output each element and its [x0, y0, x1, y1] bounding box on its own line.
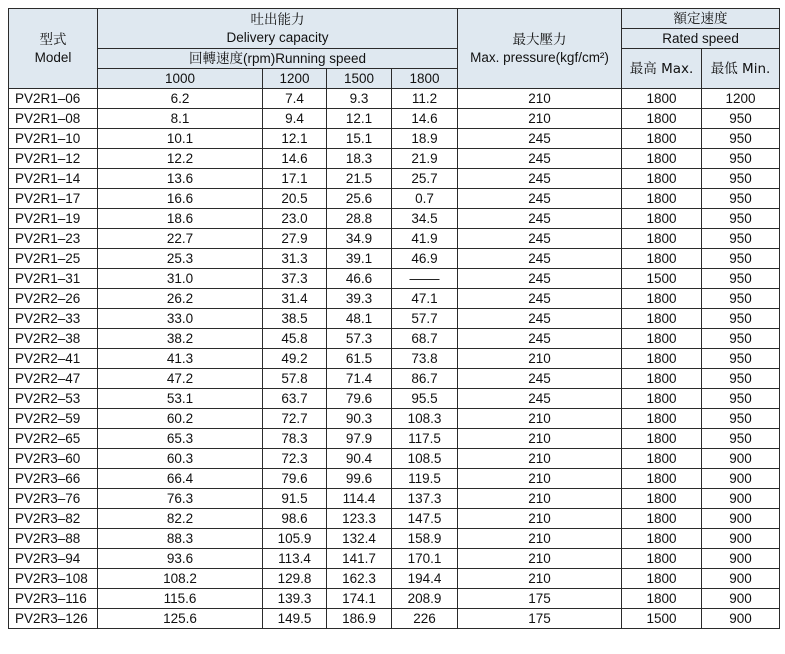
delivery-1800-cell: 14.6 — [392, 109, 458, 129]
pressure-header — [458, 9, 622, 89]
max-pressure-cell: 245 — [458, 309, 622, 329]
delivery-1500-cell: 39.1 — [327, 249, 392, 269]
model-cell: PV2R1–12 — [9, 149, 98, 169]
model-cell: PV2R2–33 — [9, 309, 98, 329]
max-speed-cell: 1800 — [622, 509, 702, 529]
max-pressure-cell: 175 — [458, 589, 622, 609]
model-cell: PV2R2–47 — [9, 369, 98, 389]
max-pressure-cell: 210 — [458, 509, 622, 529]
table-row — [9, 89, 780, 109]
delivery-1800-cell: 194.4 — [392, 569, 458, 589]
table-row — [9, 249, 780, 269]
max-pressure-cell: 210 — [458, 429, 622, 449]
delivery-1800-cell: 68.7 — [392, 329, 458, 349]
delivery-1800-cell: 108.3 — [392, 409, 458, 429]
min-speed-cell: 900 — [702, 549, 780, 569]
max-speed-cell: 1800 — [622, 249, 702, 269]
max-speed-header: 最高 Max. — [622, 49, 702, 89]
delivery-1000-cell: 6.2 — [98, 89, 263, 109]
max-pressure-cell: 175 — [458, 609, 622, 629]
model-cell: PV2R2–59 — [9, 409, 98, 429]
delivery-1500-cell: 21.5 — [327, 169, 392, 189]
max-pressure-cell: 210 — [458, 529, 622, 549]
delivery-1200-cell: 17.1 — [263, 169, 327, 189]
delivery-1800-cell: 21.9 — [392, 149, 458, 169]
table-row — [9, 349, 780, 369]
delivery-header-en: Delivery capacity — [226, 29, 329, 45]
min-speed-cell: 900 — [702, 529, 780, 549]
delivery-1000-cell: 47.2 — [98, 369, 263, 389]
min-speed-cell: 900 — [702, 569, 780, 589]
min-speed-header: 最低 Min. — [702, 49, 780, 89]
max-speed-cell: 1800 — [622, 489, 702, 509]
delivery-1200-cell: 37.3 — [263, 269, 327, 289]
delivery-1800-cell: 46.9 — [392, 249, 458, 269]
model-cell: PV2R2–38 — [9, 329, 98, 349]
min-speed-cell: 950 — [702, 129, 780, 149]
delivery-1500-cell: 15.1 — [327, 129, 392, 149]
delivery-1500-cell: 123.3 — [327, 509, 392, 529]
delivery-1500-cell: 9.3 — [327, 89, 392, 109]
max-pressure-cell: 245 — [458, 149, 622, 169]
max-speed-cell: 1800 — [622, 189, 702, 209]
model-header-zh: 型式 — [39, 31, 67, 48]
max-pressure-cell: 245 — [458, 329, 622, 349]
min-speed-cell: 950 — [702, 169, 780, 189]
delivery-1800-cell: 108.5 — [392, 449, 458, 469]
table-header — [9, 9, 780, 89]
delivery-1500-cell: 79.6 — [327, 389, 392, 409]
delivery-1000-cell: 12.2 — [98, 149, 263, 169]
table-row — [9, 289, 780, 309]
table-row — [9, 529, 780, 549]
max-speed-cell: 1500 — [622, 609, 702, 629]
min-speed-cell: 950 — [702, 209, 780, 229]
delivery-1800-cell: 86.7 — [392, 369, 458, 389]
max-pressure-cell: 245 — [458, 209, 622, 229]
model-cell: PV2R1–31 — [9, 269, 98, 289]
delivery-1800-cell: 0.7 — [392, 189, 458, 209]
max-pressure-cell: 245 — [458, 369, 622, 389]
delivery-1000-cell: 18.6 — [98, 209, 263, 229]
model-cell: PV2R2–53 — [9, 389, 98, 409]
max-speed-cell: 1800 — [622, 309, 702, 329]
model-cell: PV2R1–23 — [9, 229, 98, 249]
table-row — [9, 429, 780, 449]
delivery-header — [98, 9, 458, 49]
max-speed-cell: 1800 — [622, 209, 702, 229]
delivery-1000-cell: 53.1 — [98, 389, 263, 409]
min-speed-cell: 900 — [702, 469, 780, 489]
min-speed-cell: 900 — [702, 489, 780, 509]
table-row — [9, 389, 780, 409]
max-speed-cell: 1800 — [622, 289, 702, 309]
max-speed-cell: 1800 — [622, 409, 702, 429]
delivery-1800-cell: 147.5 — [392, 509, 458, 529]
delivery-1000-cell: 76.3 — [98, 489, 263, 509]
delivery-1200-cell: 7.4 — [263, 89, 327, 109]
delivery-1000-cell: 60.3 — [98, 449, 263, 469]
delivery-1800-cell: –––– — [392, 269, 458, 289]
min-speed-cell: 950 — [702, 149, 780, 169]
max-pressure-cell: 245 — [458, 229, 622, 249]
rated-speed-header — [622, 9, 780, 29]
rated-speed-header-en: Rated speed — [622, 29, 780, 49]
max-pressure-cell: 210 — [458, 569, 622, 589]
delivery-1000-cell: 8.1 — [98, 109, 263, 129]
min-speed-cell: 900 — [702, 589, 780, 609]
delivery-1800-cell: 117.5 — [392, 429, 458, 449]
delivery-1200-cell: 63.7 — [263, 389, 327, 409]
delivery-1500-cell: 99.6 — [327, 469, 392, 489]
delivery-1200-cell: 57.8 — [263, 369, 327, 389]
max-speed-cell: 1800 — [622, 169, 702, 189]
table-row — [9, 229, 780, 249]
delivery-1000-cell: 108.2 — [98, 569, 263, 589]
min-speed-cell: 950 — [702, 309, 780, 329]
model-cell: PV2R2–65 — [9, 429, 98, 449]
delivery-1500-cell: 90.3 — [327, 409, 392, 429]
max-pressure-cell: 245 — [458, 289, 622, 309]
max-pressure-cell: 210 — [458, 89, 622, 109]
delivery-1200-cell: 78.3 — [263, 429, 327, 449]
delivery-1000-cell: 10.1 — [98, 129, 263, 149]
delivery-1800-cell: 25.7 — [392, 169, 458, 189]
delivery-1000-cell: 65.3 — [98, 429, 263, 449]
delivery-1800-cell: 95.5 — [392, 389, 458, 409]
model-cell: PV2R3–108 — [9, 569, 98, 589]
min-speed-cell: 950 — [702, 189, 780, 209]
min-speed-cell: 950 — [702, 249, 780, 269]
model-cell: PV2R2–26 — [9, 289, 98, 309]
delivery-1800-cell: 73.8 — [392, 349, 458, 369]
delivery-1200-cell: 20.5 — [263, 189, 327, 209]
max-speed-cell: 1800 — [622, 129, 702, 149]
max-pressure-cell: 245 — [458, 189, 622, 209]
delivery-1500-cell: 162.3 — [327, 569, 392, 589]
max-speed-cell: 1800 — [622, 569, 702, 589]
model-cell: PV2R3–60 — [9, 449, 98, 469]
speed-1200-header: 1200 — [263, 69, 327, 89]
delivery-1200-cell: 72.3 — [263, 449, 327, 469]
max-speed-cell: 1800 — [622, 109, 702, 129]
min-speed-cell: 950 — [702, 349, 780, 369]
delivery-1800-cell: 137.3 — [392, 489, 458, 509]
max-speed-cell: 1500 — [622, 269, 702, 289]
max-speed-cell: 1800 — [622, 429, 702, 449]
table-row — [9, 509, 780, 529]
table-body — [9, 89, 780, 629]
delivery-1500-cell: 34.9 — [327, 229, 392, 249]
delivery-1200-cell: 72.7 — [263, 409, 327, 429]
min-speed-cell: 950 — [702, 409, 780, 429]
table-row — [9, 469, 780, 489]
table-row — [9, 609, 780, 629]
delivery-1500-cell: 57.3 — [327, 329, 392, 349]
delivery-1800-cell: 41.9 — [392, 229, 458, 249]
delivery-1200-cell: 9.4 — [263, 109, 327, 129]
delivery-1200-cell: 79.6 — [263, 469, 327, 489]
delivery-1500-cell: 97.9 — [327, 429, 392, 449]
table-row — [9, 309, 780, 329]
max-speed-cell: 1800 — [622, 449, 702, 469]
table-row — [9, 549, 780, 569]
pressure-header-en: Max. pressure(kgf/cm²) — [470, 49, 609, 65]
delivery-1500-cell: 141.7 — [327, 549, 392, 569]
model-cell: PV2R1–25 — [9, 249, 98, 269]
model-cell: PV2R3–76 — [9, 489, 98, 509]
delivery-1200-cell: 45.8 — [263, 329, 327, 349]
pressure-header-zh: 最大壓力 — [512, 31, 567, 48]
delivery-1200-cell: 113.4 — [263, 549, 327, 569]
max-pressure-cell: 210 — [458, 489, 622, 509]
table-row — [9, 409, 780, 429]
delivery-1000-cell: 93.6 — [98, 549, 263, 569]
table-row — [9, 169, 780, 189]
delivery-1800-cell: 18.9 — [392, 129, 458, 149]
delivery-1200-cell: 23.0 — [263, 209, 327, 229]
speed-1800-header: 1800 — [392, 69, 458, 89]
min-speed-cell: 950 — [702, 269, 780, 289]
max-pressure-cell: 245 — [458, 269, 622, 289]
max-speed-cell: 1800 — [622, 529, 702, 549]
delivery-1500-cell: 132.4 — [327, 529, 392, 549]
table-row — [9, 189, 780, 209]
max-pressure-cell: 210 — [458, 469, 622, 489]
model-header — [9, 9, 98, 89]
delivery-1200-cell: 27.9 — [263, 229, 327, 249]
max-speed-cell: 1800 — [622, 469, 702, 489]
table-row — [9, 569, 780, 589]
min-speed-cell: 950 — [702, 329, 780, 349]
delivery-1200-cell: 98.6 — [263, 509, 327, 529]
model-cell: PV2R1–17 — [9, 189, 98, 209]
delivery-1000-cell: 22.7 — [98, 229, 263, 249]
table-row — [9, 449, 780, 469]
max-speed-cell: 1800 — [622, 349, 702, 369]
table-row — [9, 149, 780, 169]
delivery-1000-cell: 125.6 — [98, 609, 263, 629]
model-cell: PV2R3–116 — [9, 589, 98, 609]
delivery-1200-cell: 149.5 — [263, 609, 327, 629]
min-speed-cell: 950 — [702, 289, 780, 309]
delivery-1000-cell: 66.4 — [98, 469, 263, 489]
delivery-1200-cell: 31.4 — [263, 289, 327, 309]
delivery-1800-cell: 226 — [392, 609, 458, 629]
model-cell: PV2R1–19 — [9, 209, 98, 229]
delivery-1200-cell: 105.9 — [263, 529, 327, 549]
max-pressure-cell: 245 — [458, 129, 622, 149]
pump-spec-table — [8, 8, 780, 629]
delivery-1800-cell: 34.5 — [392, 209, 458, 229]
model-cell: PV2R3–88 — [9, 529, 98, 549]
delivery-1500-cell: 46.6 — [327, 269, 392, 289]
model-cell: PV2R1–10 — [9, 129, 98, 149]
delivery-1000-cell: 25.3 — [98, 249, 263, 269]
table-row — [9, 329, 780, 349]
delivery-1500-cell: 90.4 — [327, 449, 392, 469]
max-speed-cell: 1800 — [622, 369, 702, 389]
delivery-1000-cell: 33.0 — [98, 309, 263, 329]
max-pressure-cell: 210 — [458, 109, 622, 129]
min-speed-cell: 950 — [702, 229, 780, 249]
max-speed-cell: 1800 — [622, 149, 702, 169]
rated-speed-header-zh: 額定速度 — [673, 10, 728, 27]
delivery-1200-cell: 14.6 — [263, 149, 327, 169]
table-row — [9, 369, 780, 389]
table-row — [9, 269, 780, 289]
min-speed-cell: 950 — [702, 429, 780, 449]
min-speed-cell: 900 — [702, 509, 780, 529]
delivery-1500-cell: 12.1 — [327, 109, 392, 129]
max-speed-cell: 1800 — [622, 389, 702, 409]
min-speed-cell: 950 — [702, 109, 780, 129]
model-cell: PV2R1–08 — [9, 109, 98, 129]
max-pressure-cell: 210 — [458, 549, 622, 569]
model-cell: PV2R1–14 — [9, 169, 98, 189]
min-speed-cell: 900 — [702, 609, 780, 629]
max-speed-cell: 1800 — [622, 229, 702, 249]
table-row — [9, 489, 780, 509]
max-pressure-cell: 245 — [458, 249, 622, 269]
max-speed-cell: 1800 — [622, 589, 702, 609]
running-speed-header: 回轉速度(rpm)Running speed — [98, 49, 458, 69]
delivery-header-zh: 吐出能力 — [250, 11, 305, 28]
table-row — [9, 209, 780, 229]
delivery-1500-cell: 114.4 — [327, 489, 392, 509]
delivery-1000-cell: 115.6 — [98, 589, 263, 609]
delivery-1500-cell: 48.1 — [327, 309, 392, 329]
delivery-1800-cell: 57.7 — [392, 309, 458, 329]
max-speed-cell: 1800 — [622, 549, 702, 569]
delivery-1000-cell: 82.2 — [98, 509, 263, 529]
model-cell: PV2R3–126 — [9, 609, 98, 629]
delivery-1500-cell: 186.9 — [327, 609, 392, 629]
delivery-1000-cell: 88.3 — [98, 529, 263, 549]
delivery-1500-cell: 71.4 — [327, 369, 392, 389]
model-cell: PV2R3–82 — [9, 509, 98, 529]
max-speed-cell: 1800 — [622, 89, 702, 109]
delivery-1000-cell: 26.2 — [98, 289, 263, 309]
max-speed-cell: 1800 — [622, 329, 702, 349]
model-cell: PV2R1–06 — [9, 89, 98, 109]
delivery-1500-cell: 174.1 — [327, 589, 392, 609]
delivery-1000-cell: 60.2 — [98, 409, 263, 429]
delivery-1200-cell: 49.2 — [263, 349, 327, 369]
model-header-en: Model — [34, 49, 72, 65]
max-pressure-cell: 245 — [458, 169, 622, 189]
delivery-1200-cell: 31.3 — [263, 249, 327, 269]
delivery-1500-cell: 61.5 — [327, 349, 392, 369]
delivery-1500-cell: 28.8 — [327, 209, 392, 229]
min-speed-cell: 900 — [702, 449, 780, 469]
delivery-1200-cell: 129.8 — [263, 569, 327, 589]
delivery-1000-cell: 38.2 — [98, 329, 263, 349]
max-pressure-cell: 210 — [458, 449, 622, 469]
model-cell: PV2R2–41 — [9, 349, 98, 369]
delivery-1800-cell: 119.5 — [392, 469, 458, 489]
table-row — [9, 109, 780, 129]
delivery-1800-cell: 11.2 — [392, 89, 458, 109]
delivery-1800-cell: 158.9 — [392, 529, 458, 549]
model-cell: PV2R3–94 — [9, 549, 98, 569]
table-row — [9, 129, 780, 149]
delivery-1200-cell: 139.3 — [263, 589, 327, 609]
delivery-1200-cell: 91.5 — [263, 489, 327, 509]
delivery-1500-cell: 25.6 — [327, 189, 392, 209]
table-row — [9, 589, 780, 609]
delivery-1000-cell: 16.6 — [98, 189, 263, 209]
delivery-1200-cell: 38.5 — [263, 309, 327, 329]
delivery-1000-cell: 13.6 — [98, 169, 263, 189]
delivery-1500-cell: 39.3 — [327, 289, 392, 309]
delivery-1000-cell: 41.3 — [98, 349, 263, 369]
max-pressure-cell: 245 — [458, 389, 622, 409]
delivery-1000-cell: 31.0 — [98, 269, 263, 289]
max-pressure-cell: 210 — [458, 349, 622, 369]
speed-1500-header: 1500 — [327, 69, 392, 89]
delivery-1800-cell: 208.9 — [392, 589, 458, 609]
min-speed-cell: 1200 — [702, 89, 780, 109]
delivery-1200-cell: 12.1 — [263, 129, 327, 149]
min-speed-cell: 950 — [702, 369, 780, 389]
model-cell: PV2R3–66 — [9, 469, 98, 489]
max-pressure-cell: 210 — [458, 409, 622, 429]
delivery-1800-cell: 47.1 — [392, 289, 458, 309]
delivery-1800-cell: 170.1 — [392, 549, 458, 569]
speed-1000-header: 1000 — [98, 69, 263, 89]
delivery-1500-cell: 18.3 — [327, 149, 392, 169]
min-speed-cell: 950 — [702, 389, 780, 409]
spec-table-container — [8, 8, 779, 629]
